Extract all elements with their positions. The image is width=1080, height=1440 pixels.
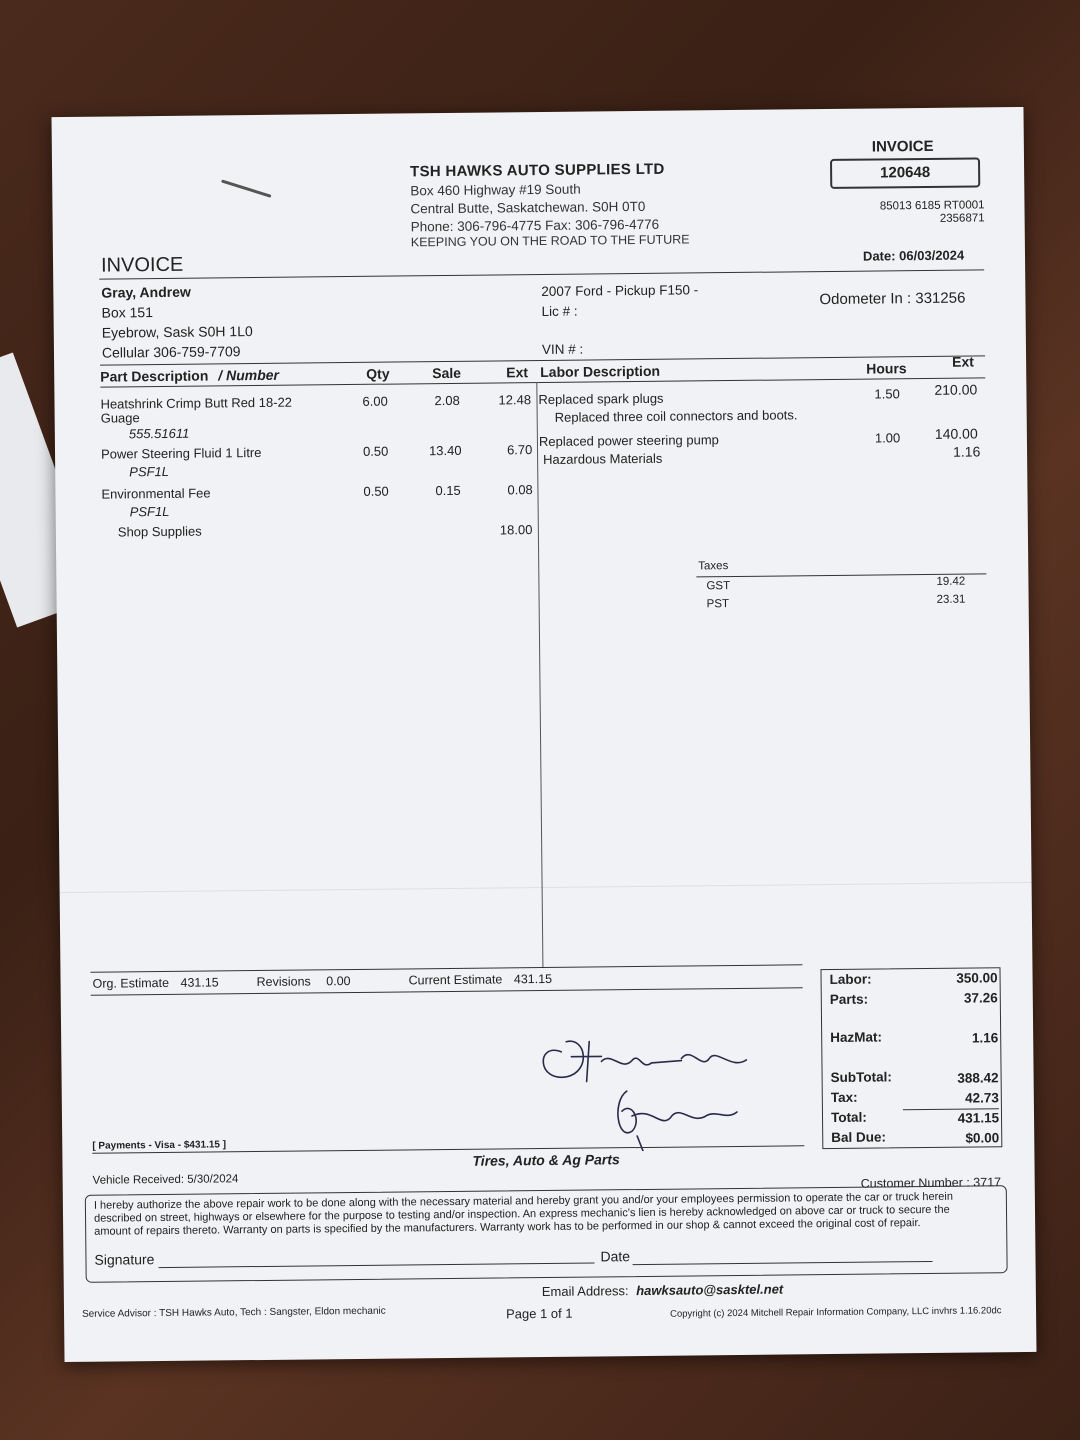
org-estimate-value: 431.15 xyxy=(180,975,219,990)
balance-due-value: $0.00 xyxy=(965,1130,1000,1146)
handwritten-thank-you xyxy=(531,1020,752,1152)
total-label: Total: xyxy=(830,1109,867,1126)
company-phone: Phone: 306-796-4775 Fax: 306-796-4776 xyxy=(410,216,660,235)
parts-header-desc-label: Part Description xyxy=(100,367,209,385)
labor-desc-detail: Replaced three coil connectors and boots. xyxy=(554,407,798,425)
labor-total-label: Labor: xyxy=(829,971,872,988)
company-slogan: KEEPING YOU ON THE ROAD TO THE FUTURE xyxy=(410,232,690,250)
tax-registration xyxy=(880,199,985,226)
total-value: 431.15 xyxy=(957,1110,1000,1126)
invoice-label: INVOICE xyxy=(871,137,934,156)
column-divider xyxy=(536,382,543,967)
totals-box xyxy=(820,967,1002,1149)
part-number: 555.51611 xyxy=(128,425,190,442)
fold-line xyxy=(60,882,1032,893)
labor-total-value: 350.00 xyxy=(956,970,998,986)
taxes-label: Taxes xyxy=(698,560,729,573)
part-desc: Shop Supplies xyxy=(117,523,202,540)
date-line xyxy=(633,1261,933,1265)
page-number: Page 1 of 1 xyxy=(505,1305,573,1322)
labor-ext: 140.00 xyxy=(934,425,978,442)
part-desc: Heatshrink Crimp Butt Red 18-22 xyxy=(100,394,293,412)
parts-header-sale: Sale xyxy=(432,364,462,382)
invoice-date: Date: 06/03/2024 xyxy=(862,247,965,264)
email-label: Email Address: xyxy=(541,1283,629,1300)
vehicle-license: Lic # : xyxy=(541,303,578,320)
parts-total-label: Parts: xyxy=(829,991,869,1008)
part-sale: 13.40 xyxy=(428,442,462,459)
authorization-text: I hereby authorize the above repair work to be done along with the necessary material and hereby grant you and/or your employees permission to operate the car or truck herein described on street, highways or elsewhere for the purpose to testing and/or inspection. An express mechanic's lien is hereby acknowledged on above car or truck to secure the amount of repairs thereto. Warranty on parts is specified by the manufacturers. Warranty work has to be performed in our shop & cannot exceed the original cost of repair. xyxy=(93,1190,954,1238)
subtotal-label: SubTotal: xyxy=(830,1069,892,1086)
company-address-2: Central Butte, Saskatchewan. S0H 0T0 xyxy=(410,198,646,217)
parts-total-value: 37.26 xyxy=(963,990,998,1006)
labor-header-desc: Labor Description xyxy=(540,362,661,381)
gst-value: 19.42 xyxy=(936,575,966,588)
labor-header-hours: Hours xyxy=(866,360,907,377)
customer-address-2: Eyebrow, Sask S0H 1L0 xyxy=(101,323,253,341)
part-sale: 2.08 xyxy=(434,392,460,409)
balance-due-label: Bal Due: xyxy=(831,1129,887,1146)
current-estimate-label: Current Estimate xyxy=(408,972,503,988)
signature-line xyxy=(159,1262,595,1268)
date-label: Date xyxy=(600,1248,631,1265)
hazmat-value: 1.16 xyxy=(971,1030,999,1046)
part-ext: 18.00 xyxy=(499,522,533,538)
labor-ext: 210.00 xyxy=(934,381,978,398)
part-sale: 0.15 xyxy=(435,482,461,499)
tax-value: 42.73 xyxy=(964,1090,999,1106)
signature-label: Signature xyxy=(94,1251,155,1268)
pst-label: PST xyxy=(706,598,730,611)
part-ext: 12.48 xyxy=(498,392,532,408)
vehicle-received: Vehicle Received: 5/30/2024 xyxy=(92,1173,239,1187)
org-estimate-label: Org. Estimate xyxy=(92,975,170,991)
customer-address-1: Box 151 xyxy=(101,304,154,321)
invoice-number: 120648 xyxy=(830,157,980,189)
vehicle-model: 2007 Ford - Pickup F150 - xyxy=(541,282,699,300)
staple-mark xyxy=(221,179,272,197)
part-ext: 0.08 xyxy=(507,482,533,498)
company-name: TSH HAWKS AUTO SUPPLIES LTD xyxy=(410,160,665,181)
pst-number: 2356871 xyxy=(939,212,985,225)
part-qty: 6.00 xyxy=(362,393,388,409)
hazmat-label: HazMat: xyxy=(830,1029,883,1046)
part-desc-cont: Guage xyxy=(100,410,140,426)
authorization-box xyxy=(85,1185,1008,1283)
parts-header-ext: Ext xyxy=(506,364,529,381)
part-number: PSF1L xyxy=(129,503,170,520)
revisions-value: 0.00 xyxy=(326,974,351,989)
current-estimate-value: 431.15 xyxy=(513,971,553,987)
labor-desc: Hazardous Materials xyxy=(543,450,663,467)
part-ext: 6.70 xyxy=(506,442,533,458)
gst-number: 85013 6185 RT0001 xyxy=(879,199,985,213)
customer-phone: Cellular 306-759-7709 xyxy=(101,343,241,361)
parts-header-desc xyxy=(100,367,279,385)
labor-hours: 1.50 xyxy=(874,386,900,402)
header-rule xyxy=(99,269,984,279)
email xyxy=(542,1282,784,1300)
part-number: PSF1L xyxy=(129,463,170,480)
shop-tagline: Tires, Auto & Ag Parts xyxy=(472,1151,620,1169)
customer-name: Gray, Andrew xyxy=(101,283,191,301)
copyright: Copyright (c) 2024 Mitchell Repair Information Company, LLC invhrs 1.16.20dc xyxy=(670,1305,1002,1320)
pst-value: 23.31 xyxy=(936,593,966,606)
odometer: Odometer In : 331256 xyxy=(819,289,966,309)
subtotal-value: 388.42 xyxy=(957,1070,999,1086)
parts-header-number: / Number xyxy=(218,366,280,384)
labor-hours: 1.00 xyxy=(874,430,901,446)
invoice-title: INVOICE xyxy=(100,253,184,277)
revisions xyxy=(257,974,351,989)
org-estimate xyxy=(93,975,219,990)
customer-number: Customer Number : 3717 xyxy=(860,1175,1002,1191)
parts-header-qty: Qty xyxy=(366,365,390,382)
revisions-label: Revisions xyxy=(256,974,311,990)
estimate-rule xyxy=(90,964,802,972)
service-advisor: Service Advisor : TSH Hawks Auto, Tech : Sangster, Eldon mechanic xyxy=(81,1305,386,1320)
invoice-paper xyxy=(52,107,1037,1362)
part-qty: 0.50 xyxy=(363,483,389,499)
labor-desc: Replaced spark plugs xyxy=(538,390,664,408)
labor-desc: Replaced power steering pump xyxy=(538,432,719,450)
labor-header-ext: Ext xyxy=(952,353,974,370)
part-desc: Power Steering Fluid 1 Litre xyxy=(100,444,262,462)
gst-label: GST xyxy=(706,580,731,593)
payments-line: [ Payments - Visa - $431.15 ] xyxy=(92,1139,227,1152)
company-address-1: Box 460 Highway #19 South xyxy=(410,181,581,199)
part-qty: 0.50 xyxy=(362,443,389,459)
vehicle-vin: VIN # : xyxy=(541,341,584,357)
current-estimate xyxy=(408,972,552,988)
part-desc: Environmental Fee xyxy=(101,485,211,502)
email-value: hawksauto@sasktel.net xyxy=(636,1281,784,1299)
labor-ext: 1.16 xyxy=(952,443,981,460)
tax-label: Tax: xyxy=(830,1089,858,1106)
